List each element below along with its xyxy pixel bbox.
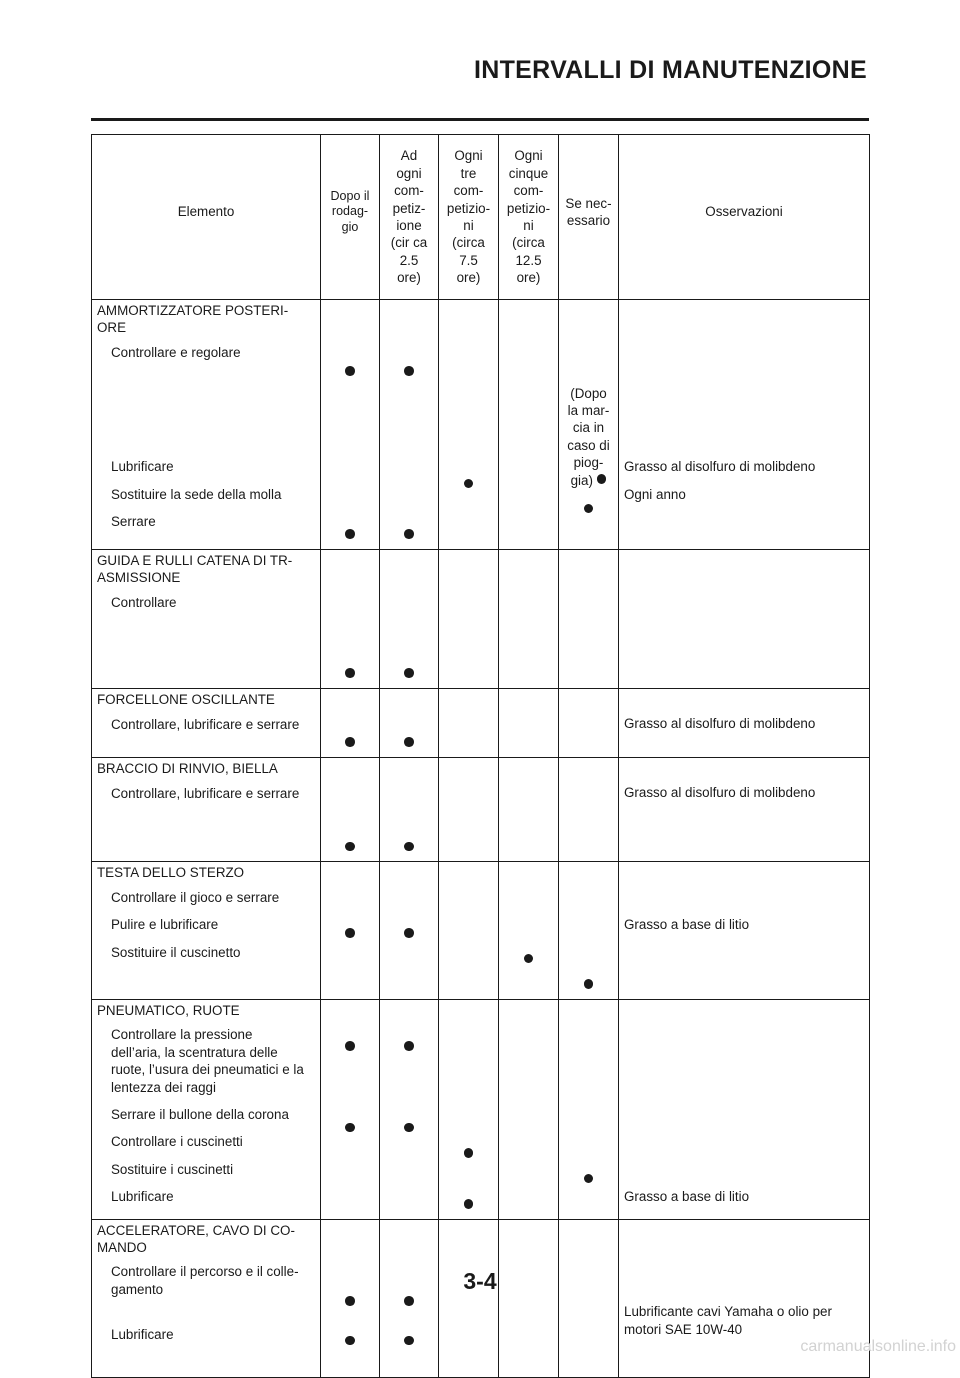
row-bottom-padding [321, 855, 379, 861]
table-row [92, 999, 870, 1219]
row-bottom-padding [619, 533, 869, 539]
bullet-icon [345, 737, 355, 747]
bullet-icon [464, 479, 474, 489]
interval-cell [321, 688, 380, 757]
interval-cell [380, 862, 439, 999]
mark-slot [321, 354, 379, 379]
maintenance-item: Controllare il gioco e serrare [111, 890, 280, 906]
mark-slot [439, 1187, 498, 1212]
table-row [92, 862, 870, 999]
remark-text [619, 1099, 869, 1126]
row-bottom-padding [321, 751, 379, 757]
mark-slot [499, 1111, 558, 1136]
mark-slot [321, 726, 379, 751]
remark-cell [619, 757, 870, 861]
maintenance-item: Controllare i cuscinetti [111, 1134, 243, 1150]
row-bottom-padding [380, 543, 438, 549]
interval-cell [321, 757, 380, 861]
mark-slot [439, 967, 498, 992]
mark-slot [439, 1111, 498, 1136]
col-header-osservazioni: Osservazioni [619, 135, 870, 300]
row-bottom-padding [559, 1371, 618, 1377]
mark-slot [439, 380, 498, 492]
interval-cell [499, 757, 559, 861]
page-number: 3-4 [463, 1268, 497, 1294]
mark-slot [499, 354, 558, 379]
mark-slot [321, 517, 379, 542]
remark-text [619, 1126, 869, 1153]
group-title: PNEUMATICO, RUOTE [97, 1002, 240, 1018]
mark-slot [380, 1036, 438, 1111]
group-title: BRACCIO DI RINVIO, BIELLA [97, 760, 278, 776]
interval-cell [559, 862, 619, 999]
mark-slot [380, 1136, 438, 1161]
row-bottom-padding [92, 964, 320, 970]
table-row [92, 549, 870, 688]
mark-slot [499, 1036, 558, 1111]
bullet-icon [404, 928, 414, 938]
interval-cell [559, 999, 619, 1219]
row-bottom-padding [439, 751, 498, 757]
mark-slot [559, 1036, 618, 1111]
mark-slot [559, 967, 618, 992]
remark-text: Grasso al disolfuro di molibdeno [624, 459, 816, 475]
remark-text [619, 881, 869, 908]
bullet-icon [524, 954, 534, 964]
interval-cell [559, 549, 619, 688]
bullet-icon [345, 1336, 355, 1346]
row-bottom-padding [321, 543, 379, 549]
col-header-se-necessario: Se nec- essario [559, 135, 619, 300]
mark-slot [439, 726, 498, 751]
bullet-icon [404, 1041, 414, 1051]
remark-text: Ogni anno [624, 486, 686, 502]
mark-slot [439, 656, 498, 681]
page-title: INTERVALLI DI MANUTENZIONE [474, 56, 867, 84]
mark-slot [380, 830, 438, 855]
row-bottom-padding [92, 533, 320, 539]
remark-text [619, 337, 869, 364]
maintenance-item: Serrare il bullone della corona [111, 1107, 289, 1123]
row-bottom-padding [559, 682, 618, 688]
bullet-icon [404, 668, 414, 678]
interval-cell [321, 300, 380, 550]
table-row [92, 757, 870, 861]
bullet-icon [345, 529, 355, 539]
remark-text: Lubrificante cavi Yamaha o olio per motori SAE 10W-40 [624, 1304, 832, 1337]
row-bottom-padding [559, 993, 618, 999]
mark-slot [499, 1162, 558, 1187]
title-rule [91, 118, 869, 121]
bullet-icon [404, 529, 414, 539]
mark-slot [321, 1136, 379, 1161]
remark-text: Grasso al disolfuro di molibdeno [624, 716, 816, 732]
interval-cell [380, 688, 439, 757]
interval-cell [321, 549, 380, 688]
mark-slot [439, 1331, 498, 1371]
group-title: GUIDA E RULLI CATENA DI TR- ASMISSIONE [97, 552, 293, 586]
remark-cell [619, 862, 870, 999]
row-bottom-padding [380, 855, 438, 861]
remark-cell [619, 300, 870, 550]
bullet-icon [464, 1199, 474, 1209]
row-bottom-padding [92, 1346, 320, 1352]
bullet-icon [345, 1296, 355, 1306]
mark-slot [499, 1291, 558, 1331]
maintenance-item: Sostituire la sede della molla [111, 486, 282, 502]
mark-slot [380, 656, 438, 681]
maintenance-item: Controllare, lubrificare e serrare [111, 716, 300, 732]
remark-cell [619, 688, 870, 757]
mark-slot [499, 1187, 558, 1212]
row-bottom-padding [499, 1213, 558, 1219]
mark-slot [439, 517, 498, 542]
mark-slot [321, 492, 379, 517]
interval-cell [439, 688, 499, 757]
interval-cell [439, 862, 499, 999]
mark-slot [559, 830, 618, 855]
row-bottom-padding [619, 805, 869, 811]
mark-slot [321, 656, 379, 681]
bullet-icon [404, 842, 414, 852]
mark-slot [559, 354, 618, 379]
interval-cell [380, 1219, 439, 1377]
mark-slot [321, 1331, 379, 1371]
mark-slot [439, 916, 498, 941]
bullet-icon [584, 1174, 594, 1184]
group-title: TESTA DELLO STERZO [97, 865, 245, 881]
maintenance-item: Sostituire i cuscinetti [111, 1161, 234, 1177]
note-wrap [567, 385, 609, 490]
bullet-icon [345, 366, 355, 376]
col-header-ogni-competizione: Ad ogni com- petiz- ione (cir ca 2.5 ore) [380, 135, 439, 300]
row-bottom-padding [499, 855, 558, 861]
mark-slot [559, 380, 618, 492]
bullet-icon [345, 1041, 355, 1051]
bullet-icon [404, 737, 414, 747]
mark-slot [439, 942, 498, 967]
bullet-icon [597, 474, 607, 484]
row-bottom-padding [380, 993, 438, 999]
interval-cell [380, 300, 439, 550]
row-bottom-padding [321, 682, 379, 688]
row-bottom-padding [559, 1213, 618, 1219]
mark-slot [380, 380, 438, 492]
mark-slot [380, 726, 438, 751]
bullet-icon [345, 1123, 355, 1133]
maintenance-item: Lubrificare [111, 1189, 174, 1205]
mark-slot [499, 517, 558, 542]
table-row [92, 688, 870, 757]
mark-slot [321, 967, 379, 992]
interval-cell [321, 999, 380, 1219]
mark-slot [321, 942, 379, 967]
mark-slot [559, 1136, 618, 1161]
maintenance-item: Sostituire il cuscinetto [111, 944, 241, 960]
row-bottom-padding [321, 993, 379, 999]
col-header-elemento: Elemento [92, 135, 321, 300]
maintenance-item: Controllare la pressione dell’aria, la scentratura delle ruote, l’usura dei pneumatici e la lentezza dei raggi [111, 1027, 304, 1095]
interval-note: (Dopo la mar- cia in caso di piog- gia) [567, 385, 610, 488]
mark-slot [321, 1291, 379, 1331]
row-bottom-padding [92, 1209, 320, 1215]
group-title: FORCELLONE OSCILLANTE [97, 691, 275, 707]
mark-slot [499, 492, 558, 517]
row-bottom-padding [499, 682, 558, 688]
mark-slot [559, 726, 618, 751]
interval-cell [439, 1219, 499, 1377]
mark-slot [380, 1187, 438, 1212]
maintenance-item: Lubrificare [111, 459, 174, 475]
row-bottom-padding [92, 736, 320, 742]
bullet-icon [345, 842, 355, 852]
bullet-icon [345, 928, 355, 938]
mark-slot [439, 354, 498, 379]
table-row [92, 300, 870, 550]
interval-cell [380, 999, 439, 1219]
watermark: carmanualsonline.info [800, 1338, 956, 1355]
remark-text [619, 936, 869, 963]
maintenance-item: Controllare [111, 594, 177, 610]
remark-text [619, 1019, 869, 1099]
mark-slot [380, 1162, 438, 1187]
row-bottom-padding [559, 855, 618, 861]
row-bottom-padding [439, 993, 498, 999]
row-bottom-padding [439, 543, 498, 549]
mark-slot [380, 517, 438, 542]
item-cell [92, 862, 321, 999]
mark-slot [321, 380, 379, 492]
row-bottom-padding [321, 1213, 379, 1219]
mark-slot [380, 1331, 438, 1371]
mark-slot [499, 830, 558, 855]
mark-slot [439, 1036, 498, 1111]
interval-cell [380, 757, 439, 861]
bullet-icon [464, 1148, 474, 1158]
item-cell [92, 757, 321, 861]
interval-cell [499, 999, 559, 1219]
row-bottom-padding [499, 543, 558, 549]
row-bottom-padding [439, 682, 498, 688]
interval-cell [439, 999, 499, 1219]
interval-cell [559, 300, 619, 550]
mark-slot [380, 1111, 438, 1136]
row-bottom-padding [92, 805, 320, 811]
mark-slot [439, 492, 498, 517]
row-bottom-padding [499, 751, 558, 757]
group-title: AMMORTIZZATORE POSTERI- ORE [97, 303, 289, 336]
table-body [92, 300, 870, 1378]
row-bottom-padding [619, 964, 869, 970]
mark-slot [321, 1187, 379, 1212]
interval-cell [380, 549, 439, 688]
row-bottom-padding [619, 736, 869, 742]
row-bottom-padding [380, 682, 438, 688]
mark-slot [559, 656, 618, 681]
mark-slot [499, 942, 558, 967]
interval-cell [439, 757, 499, 861]
interval-cell [439, 300, 499, 550]
remark-text: Grasso al disolfuro di molibdeno [624, 785, 816, 801]
table-header-row [92, 135, 870, 300]
maintenance-item: Serrare [111, 513, 156, 529]
mark-slot [499, 726, 558, 751]
col-header-dopo-rodaggio: Dopo il rodag- gio [321, 135, 380, 300]
item-cell [92, 688, 321, 757]
mark-slot [499, 380, 558, 492]
remark-cell [619, 549, 870, 688]
remark-text: Grasso a base di litio [624, 1188, 750, 1204]
bullet-icon [584, 504, 594, 514]
interval-cell [499, 300, 559, 550]
mark-slot [559, 1111, 618, 1136]
mark-slot [499, 656, 558, 681]
maintenance-table [91, 134, 870, 1378]
remark-text: Grasso a base di litio [624, 916, 750, 932]
mark-slot [499, 967, 558, 992]
mark-slot [559, 492, 618, 517]
mark-slot [439, 1291, 498, 1331]
row-bottom-padding [439, 1371, 498, 1377]
row-bottom-padding [619, 614, 869, 620]
mark-slot [380, 942, 438, 967]
item-cell [92, 300, 321, 550]
row-bottom-padding [439, 1213, 498, 1219]
row-bottom-padding [380, 1371, 438, 1377]
remark-text [619, 1153, 869, 1180]
mark-slot [559, 517, 618, 542]
mark-slot [559, 1187, 618, 1212]
mark-slot [499, 1331, 558, 1371]
maintenance-item: Controllare, lubrificare e serrare [111, 785, 300, 801]
interval-cell [321, 1219, 380, 1377]
item-cell [92, 999, 321, 1219]
mark-slot [321, 1162, 379, 1187]
bullet-icon [345, 668, 355, 678]
mark-slot [321, 916, 379, 941]
interval-cell [499, 1219, 559, 1377]
row-bottom-padding [559, 543, 618, 549]
mark-slot [559, 942, 618, 967]
mark-slot [380, 354, 438, 379]
mark-slot [321, 1036, 379, 1111]
mark-slot [439, 1136, 498, 1161]
remark-text [619, 506, 869, 533]
remark-cell [619, 999, 870, 1219]
maintenance-item: Controllare e regolare [111, 344, 241, 360]
interval-cell [321, 862, 380, 999]
row-bottom-padding [619, 1208, 869, 1214]
row-bottom-padding [499, 993, 558, 999]
mark-slot [321, 830, 379, 855]
mark-slot [380, 967, 438, 992]
mark-slot [499, 1136, 558, 1161]
maintenance-item: Lubrificare [111, 1326, 174, 1342]
bullet-icon [404, 1336, 414, 1346]
mark-slot [380, 492, 438, 517]
mark-slot [321, 1111, 379, 1136]
interval-cell [559, 757, 619, 861]
mark-slot [559, 1162, 618, 1187]
row-bottom-padding [321, 1371, 379, 1377]
mark-slot [499, 916, 558, 941]
row-bottom-padding [380, 751, 438, 757]
mark-slot [439, 830, 498, 855]
table-row [92, 1219, 870, 1377]
maintenance-item: Pulire e lubrificare [111, 917, 219, 933]
bullet-icon [404, 1296, 414, 1306]
mark-slot [559, 1291, 618, 1331]
interval-cell [439, 549, 499, 688]
interval-cell [559, 1219, 619, 1377]
mark-slot [439, 1162, 498, 1187]
remark-text [619, 587, 869, 614]
mark-slot [380, 1291, 438, 1331]
bullet-icon [584, 979, 594, 989]
row-bottom-padding [499, 1371, 558, 1377]
mark-slot [559, 1331, 618, 1371]
group-title: ACCELERATORE, CAVO DI CO- MANDO [97, 1222, 295, 1255]
row-bottom-padding [380, 1213, 438, 1219]
row-bottom-padding [439, 855, 498, 861]
item-cell [92, 1219, 321, 1377]
bullet-icon [404, 1123, 414, 1133]
item-cell [92, 549, 321, 688]
interval-cell [559, 688, 619, 757]
interval-cell [499, 862, 559, 999]
mark-slot [559, 916, 618, 941]
maintenance-item: Controllare il percorso e il colle- gamento [111, 1264, 299, 1297]
mark-slot [380, 916, 438, 941]
row-bottom-padding [559, 751, 618, 757]
col-header-ogni-cinque-competizioni: Ogni cinque com- petizio- ni (circa 12.5 ore) [499, 135, 559, 300]
bullet-icon [404, 366, 414, 376]
row-bottom-padding [92, 614, 320, 620]
interval-cell [499, 549, 559, 688]
interval-cell [499, 688, 559, 757]
col-header-ogni-tre-competizioni: Ogni tre com- petizio- ni (circa 7.5 ore) [439, 135, 499, 300]
